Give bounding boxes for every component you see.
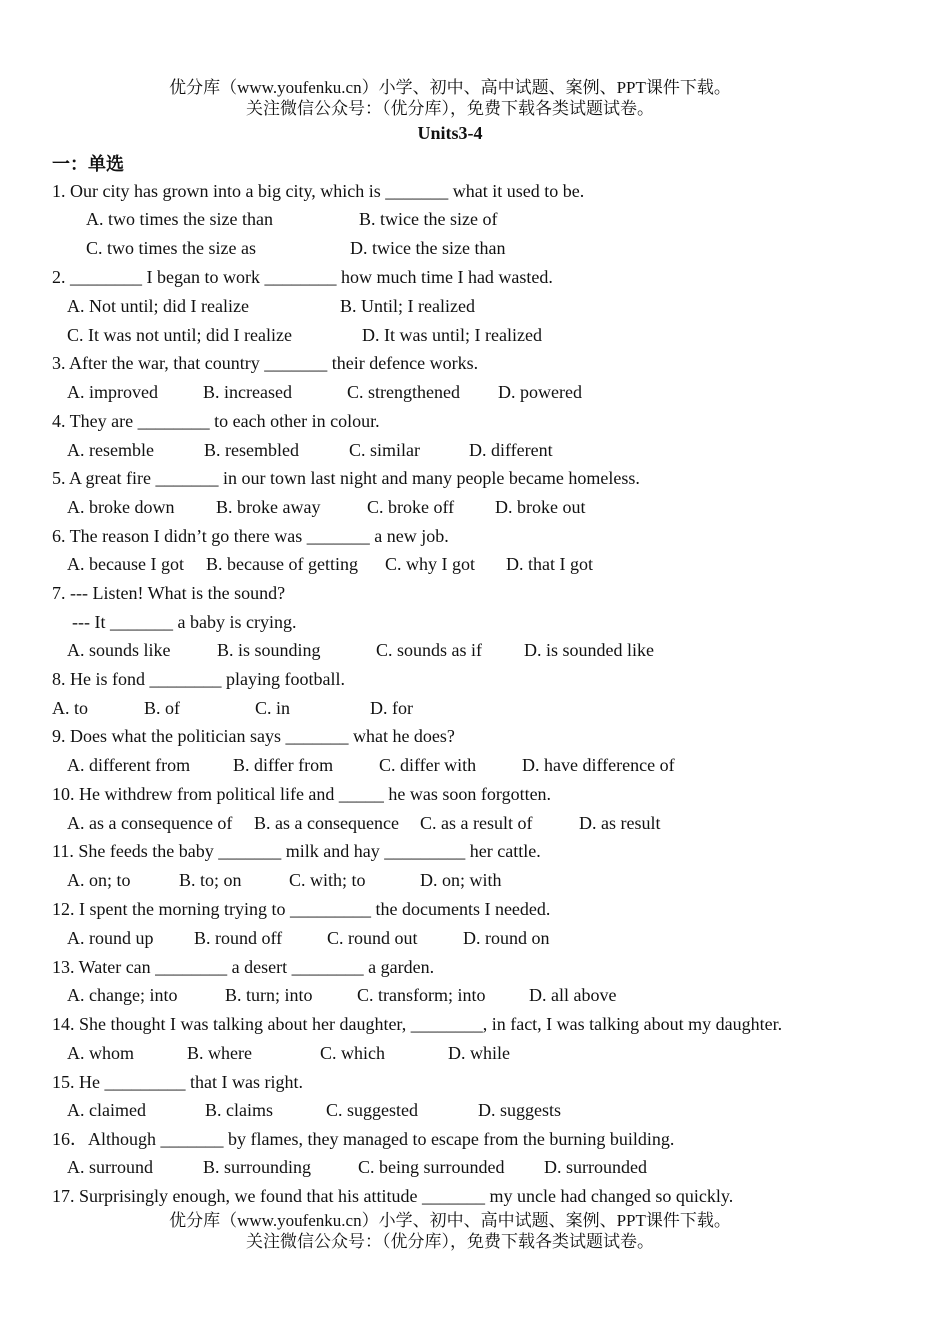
question-12-options: [67, 927, 550, 949]
section-heading: 一：单选: [52, 154, 124, 174]
question-7-line-2: --- It _______ a baby is crying.: [72, 612, 297, 632]
option-a: A. broke down: [67, 497, 175, 517]
option-c: C. why I got: [385, 554, 475, 574]
option-b: B. round off: [194, 928, 283, 948]
option-c: C. strengthened: [347, 382, 460, 402]
option-c: C. as a result of: [420, 813, 533, 833]
question-2: 2. ________ I began to work ________ how much time I had wasted.: [52, 267, 553, 287]
question-1-options-row-1: [86, 208, 497, 230]
question-4-options: [67, 439, 553, 461]
option-a: A. to: [52, 698, 88, 718]
option-d: D. as result: [579, 813, 661, 833]
option-c: C. sounds as if: [376, 640, 483, 660]
question-15-options: [67, 1099, 561, 1121]
question-9-options: [67, 754, 675, 776]
option-b: B. is sounding: [217, 640, 321, 660]
option-d: D. is sounded like: [524, 640, 654, 660]
option-c: C. two times the size as: [86, 238, 256, 258]
question-6-options: [67, 553, 593, 575]
option-d: D. on; with: [420, 870, 502, 890]
option-a: A. sounds like: [67, 640, 171, 660]
option-b: B. turn; into: [225, 985, 313, 1005]
question-16: 16．Although _______ by flames, they managed to escape from the burning building.: [52, 1129, 675, 1149]
question-2-options-row-1: [67, 295, 475, 317]
option-a: A. whom: [67, 1043, 134, 1063]
option-d: D. powered: [498, 382, 582, 402]
option-d: D. all above: [529, 985, 617, 1005]
question-14: 14. She thought I was talking about her daughter, ________, in fact, I was talking about my daughter.: [52, 1014, 783, 1034]
option-d: D. for: [370, 698, 413, 718]
option-b: B. increased: [203, 382, 292, 402]
option-b: B. broke away: [216, 497, 321, 517]
option-b: B. differ from: [233, 755, 334, 775]
question-8: 8. He is fond ________ playing football.: [52, 669, 345, 689]
question-8-options: [52, 697, 413, 719]
option-c: C. transform; into: [357, 985, 486, 1005]
option-a: A. surround: [67, 1157, 153, 1177]
option-a: A. round up: [67, 928, 154, 948]
option-b: B. of: [144, 698, 180, 718]
footer-line-2: 关注微信公众号：（优分库），免费下载各类试题试卷。: [246, 1232, 654, 1251]
question-2-options-row-2: [67, 324, 542, 346]
option-c: C. similar: [349, 440, 420, 460]
option-b: B. surrounding: [203, 1157, 311, 1177]
footer-line-1: 优分库（www.youfenku.cn）小学、初中、高中试题、案例、PPT课件下载。: [169, 1211, 731, 1230]
option-d: D. It was until; I realized: [362, 325, 542, 345]
option-d: D. that I got: [506, 554, 593, 574]
question-3: 3. After the war, that country _______ their defence works.: [52, 353, 479, 373]
question-7-options: [67, 639, 654, 661]
question-11-options: [67, 869, 502, 891]
option-b: B. because of getting: [206, 554, 358, 574]
option-d: D. broke out: [495, 497, 586, 517]
question-5-options: [67, 496, 585, 518]
header-line-2: 关注微信公众号：（优分库），免费下载各类试题试卷。: [246, 99, 654, 118]
question-12: 12. I spent the morning trying to _________ the documents I needed.: [52, 899, 551, 919]
option-c: C. being surrounded: [358, 1157, 505, 1177]
option-c: C. in: [255, 698, 291, 718]
option-a: A. improved: [67, 382, 158, 402]
question-10-options: [67, 812, 660, 834]
question-1: 1. Our city has grown into a big city, which is _______ what it used to be.: [52, 181, 585, 201]
option-a: A. Not until; did I realize: [67, 296, 249, 316]
question-13: 13. Water can ________ a desert ________ a garden.: [52, 957, 435, 977]
question-11: 11. She feeds the baby _______ milk and hay _________ her cattle.: [52, 841, 541, 861]
question-15: 15. He _________ that I was right.: [52, 1072, 303, 1092]
option-a: A. on; to: [67, 870, 131, 890]
question-3-options: [67, 381, 582, 403]
option-a: A. because I got: [67, 554, 184, 574]
option-c: C. differ with: [379, 755, 477, 775]
option-b: B. resembled: [204, 440, 299, 460]
option-b: B. claims: [205, 1100, 273, 1120]
option-b: B. to; on: [179, 870, 242, 890]
option-d: D. round on: [463, 928, 550, 948]
option-c: C. It was not until; did I realize: [67, 325, 292, 345]
option-c: C. suggested: [326, 1100, 418, 1120]
option-b: B. Until; I realized: [340, 296, 475, 316]
option-a: A. different from: [67, 755, 191, 775]
option-a: A. claimed: [67, 1100, 146, 1120]
option-d: D. different: [469, 440, 553, 460]
question-1-options-row-2: [86, 237, 505, 259]
option-b: B. where: [187, 1043, 252, 1063]
option-c: C. round out: [327, 928, 418, 948]
question-14-options: [67, 1042, 510, 1064]
option-c: C. broke off: [367, 497, 455, 517]
question-9: 9. Does what the politician says _______ what he does?: [52, 726, 455, 746]
question-13-options: [67, 984, 616, 1006]
option-b: B. as a consequence: [254, 813, 399, 833]
option-d: D. have difference of: [522, 755, 675, 775]
question-5: 5. A great fire _______ in our town last night and many people became homeless.: [52, 468, 640, 488]
question-4: 4. They are ________ to each other in colour.: [52, 411, 380, 431]
option-b: B. twice the size of: [359, 209, 498, 229]
question-7: 7. --- Listen! What is the sound?: [52, 583, 286, 603]
option-a: A. change; into: [67, 985, 178, 1005]
option-a: A. two times the size than: [86, 209, 273, 229]
question-17: 17. Surprisingly enough, we found that his attitude _______ my uncle had changed so quickly.: [52, 1186, 734, 1206]
option-c: C. with; to: [289, 870, 366, 890]
option-a: A. as a consequence of: [67, 813, 233, 833]
option-a: A. resemble: [67, 440, 154, 460]
option-d: D. surrounded: [544, 1157, 647, 1177]
page-title: Units3-4: [417, 123, 483, 143]
option-d: D. twice the size than: [350, 238, 506, 258]
question-10: 10. He withdrew from political life and _____ he was soon forgotten.: [52, 784, 552, 804]
question-6: 6. The reason I didn’t go there was _______ a new job.: [52, 526, 449, 546]
option-c: C. which: [320, 1043, 385, 1063]
option-d: D. while: [448, 1043, 510, 1063]
header-line-1: 优分库（www.youfenku.cn）小学、初中、高中试题、案例、PPT课件下载。: [169, 78, 731, 97]
option-d: D. suggests: [478, 1100, 562, 1120]
question-16-options: [67, 1156, 647, 1178]
